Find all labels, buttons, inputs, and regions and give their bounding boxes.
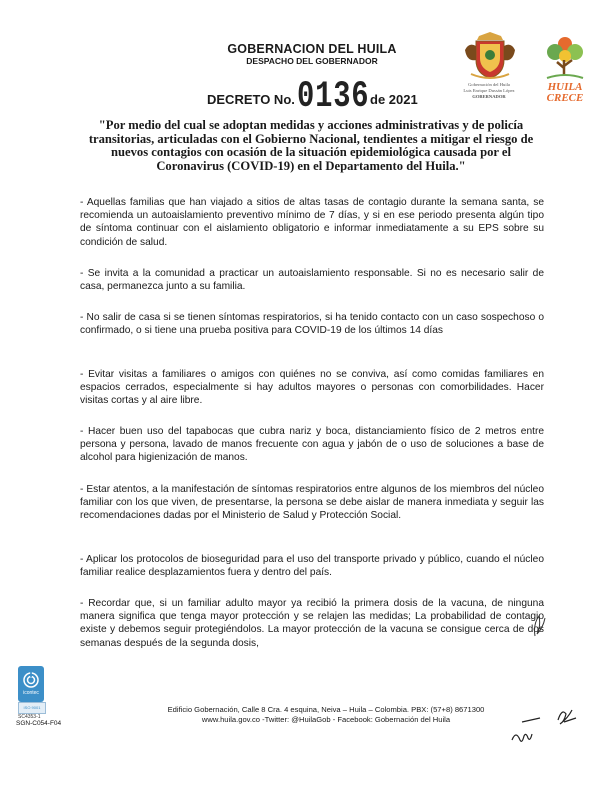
iso-label: ISO 9001 <box>18 702 46 714</box>
seal-caption-line3: GOBERNADOR <box>472 94 506 99</box>
paragraph-4: - Evitar visitas a familiares o amigos con quiénes no se conviva, así como comidas familiares en espacios cerrados, especialmente si hay adultos mayores o personas con comorbilidades. Hacer visitas cortas y al aire libre. <box>80 369 544 407</box>
paragraph-3: - No salir de casa si se tienen síntomas respiratorios, si ha tenido contacto con un caso sospechoso o confirmado, o si tiene una prueba positiva para COVID-19 de los últimos 14 días <box>80 312 544 337</box>
paragraph-5: - Hacer buen uso del tapabocas que cubra nariz y boca, distanciamiento físico de 2 metros entre persona y persona, lavado de manos frecuente con agua y jabón de o uso de soluciones a base de alcohol para higienización de manos. <box>80 426 544 464</box>
footer-address: Edificio Gobernación, Calle 8 Cra. 4 esquina, Neiva – Huila – Colombia. PBX: (57+8) 8671300 <box>167 705 485 714</box>
icontec-logo-icon <box>22 671 40 689</box>
footer <box>136 705 516 725</box>
decree-label: DECRETO No. <box>207 92 295 107</box>
huila-text-line1: HUILA <box>547 81 583 93</box>
paragraph-7: - Aplicar los protocolos de bioseguridad para el uso del transporte privado y público, cuando el núcleo familiar realice desplazamientos fuera y dentro del país. <box>80 554 544 579</box>
decree-year: de 2021 <box>370 92 418 107</box>
icontec-label: icontec <box>23 690 39 696</box>
seal-caption-line2: Luis Enrique Dussán López <box>463 88 515 93</box>
huila-text-line2: CRECE <box>546 92 584 104</box>
paragraph-1: - Aquellas familias que han viajado a sitios de altas tasas de contagio durante la semana santa, se recomienda un autoaislamiento preventivo mínimo de 7 días, y si en ese periodo presenta algún tipo de síntoma continuar con el aislamiento obligatorio e informar inmediatamente a su EPS sobre su condición de salud. <box>80 197 544 248</box>
seal-caption <box>448 82 530 100</box>
huila-crece-text <box>540 82 590 104</box>
margin-initials-icon <box>531 612 547 638</box>
document-code: SGN-C054-F04 <box>16 720 62 727</box>
organization-name: GOBERNACION DEL HUILA <box>227 42 397 56</box>
decree-title: "Por medio del cual se adoptan medidas y acciones administrativas y de policía transitorias, articuladas con el Gobierno Nacional, tendientes a mitigar el riesgo de nuevos contagios con ocasión de la situación epidemiológica causada por el Coronavirus (COVID-19) en el Departamento del Huila." <box>88 118 534 174</box>
paragraph-8: - Recordar que, si un familiar adulto mayor ya recibió la primera dosis de la vacuna, de ninguna manera significa que tenga mayor protección y se relajen las medidas; La probabilidad de contagio existe y debemos seguir protegiéndolos. La mayor protección de la vacuna se consigue cerca de dos semanas después de la segunda dosis, <box>80 598 544 649</box>
gobernacion-seal-icon <box>459 30 521 80</box>
paragraph-6: - Estar atentos, a la manifestación de síntomas respiratorios entre algunos de los miembros del núcleo familiar con los que viven, de presentarse, la persona se debe aislar de manera inmediata y seguir las recomendaciones dadas por el Ministerio de Salud y Protección Social. <box>80 484 544 522</box>
decree-number: 0136 <box>297 76 370 118</box>
seal-caption-line1: Gobernación del Huila <box>468 82 510 87</box>
footer-contacts: www.huila.gov.co -Twitter: @HuilaGob - Facebook: Gobernación del Huila <box>201 715 451 724</box>
signature-icon <box>506 704 586 754</box>
huila-crece-logo-icon <box>537 30 593 85</box>
department-name: DESPACHO DEL GOBERNADOR <box>246 56 378 66</box>
paragraph-2: - Se invita a la comunidad a practicar un autoaislamiento responsable. Si no es necesario salir de casa, permanezca junto a su familia. <box>80 268 544 293</box>
certificate-code: SC4353-1 <box>18 714 41 720</box>
